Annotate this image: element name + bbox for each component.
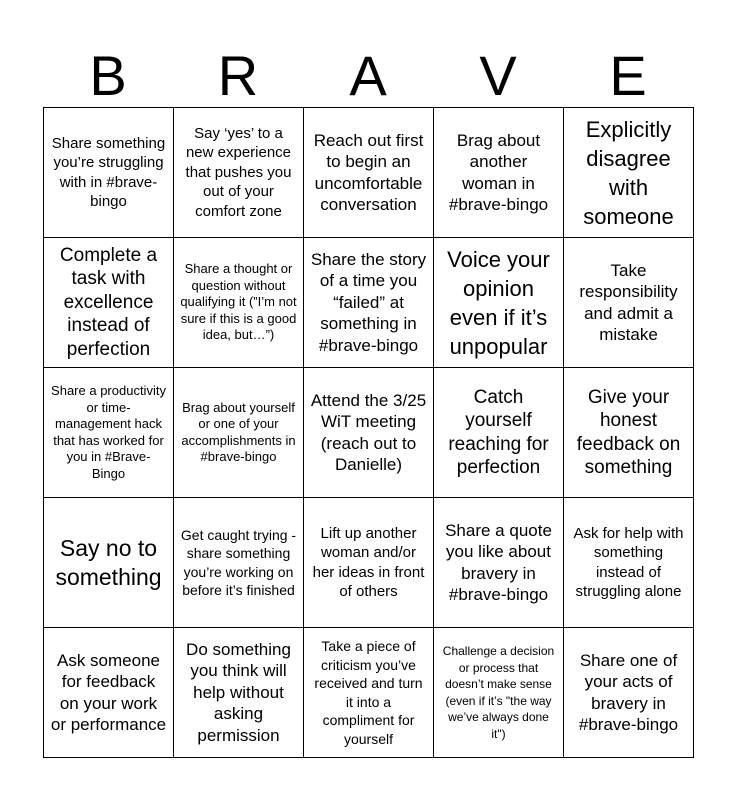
- bingo-cell[interactable]: [44, 368, 174, 498]
- bingo-cell-text: Lift up another woman and/or her ideas in front of others: [312, 524, 425, 600]
- bingo-card-grid: [43, 107, 694, 758]
- header-letter-r: R: [217, 44, 259, 107]
- bingo-cell-text: Challenge a decision or process that doesn’t make sense (even if it’s "the way we’ve always done it"): [442, 644, 555, 741]
- bingo-cell[interactable]: [564, 368, 694, 498]
- bingo-cell[interactable]: [304, 368, 434, 498]
- bingo-cell[interactable]: [434, 238, 564, 368]
- bingo-cell[interactable]: [434, 368, 564, 498]
- bingo-cell-text: Take responsibility and admit a mistake: [579, 260, 678, 344]
- bingo-cell-text: Do something you think will help without asking permission: [186, 639, 291, 745]
- bingo-cell-text: Brag about another woman in #brave-bingo: [448, 130, 549, 214]
- bingo-cell[interactable]: [174, 368, 304, 498]
- bingo-cell-text: Share a productivity or time-management hack that has worked for you in #Brave-Bingo: [51, 383, 166, 481]
- bingo-cell-text: Ask for help with something instead of struggling alone: [573, 524, 684, 600]
- bingo-cell[interactable]: [174, 238, 304, 368]
- bingo-cell[interactable]: [434, 108, 564, 238]
- bingo-cell[interactable]: [44, 108, 174, 238]
- header-letter-b: B: [89, 44, 127, 107]
- bingo-cell[interactable]: [564, 108, 694, 238]
- bingo-cell-text: Share a quote you like about bravery in #brave-bingo: [445, 520, 552, 604]
- bingo-cell-text: Reach out first to begin an uncomfortable conversation: [313, 130, 424, 214]
- bingo-cell-text: Complete a task with excellence instead of perfection: [59, 244, 158, 360]
- bingo-cell[interactable]: [564, 498, 694, 628]
- bingo-cell[interactable]: [304, 628, 434, 758]
- bingo-cell-text: Attend the 3/25 WiT meeting (reach out to Danielle): [310, 390, 427, 474]
- bingo-cell[interactable]: [174, 108, 304, 238]
- header-letter-a: A: [349, 44, 387, 107]
- bingo-cell-text: Explicitly disagree with someone: [583, 116, 674, 229]
- bingo-cell-text: Voice your opinion even if it’s unpopular: [447, 246, 550, 359]
- bingo-cell-text: Ask someone for feedback on your work or performance: [50, 650, 167, 734]
- bingo-cell[interactable]: [304, 498, 434, 628]
- bingo-cell[interactable]: [564, 628, 694, 758]
- bingo-cell[interactable]: [44, 628, 174, 758]
- bingo-cell[interactable]: [434, 628, 564, 758]
- bingo-cell[interactable]: [44, 498, 174, 628]
- bingo-cell-text: Get caught trying - share something you’re working on before it’s finished: [180, 526, 297, 598]
- bingo-cell-text: Brag about yourself or one of your accomplishments in #brave-bingo: [181, 399, 296, 464]
- bingo-cell[interactable]: [564, 238, 694, 368]
- header-letter-e: E: [609, 44, 647, 107]
- bingo-cell[interactable]: [174, 628, 304, 758]
- bingo-cell[interactable]: [304, 238, 434, 368]
- bingo-cell[interactable]: [304, 108, 434, 238]
- bingo-cell-text: Catch yourself reaching for perfection: [448, 386, 549, 478]
- bingo-cell-text: Share one of your acts of bravery in #brave-bingo: [578, 650, 679, 734]
- bingo-cell[interactable]: [434, 498, 564, 628]
- bingo-cell-text: Take a piece of criticism you’ve received and turn it into a compliment for yourself: [314, 638, 423, 747]
- bingo-cell-text: Share the story of a time you “failed” at something in #brave-bingo: [310, 249, 427, 355]
- bingo-cell-text: Give your honest feedback on something: [576, 386, 681, 478]
- bingo-cell[interactable]: [44, 238, 174, 368]
- bingo-cell-text: Say ‘yes’ to a new experience that pushes you out of your comfort zone: [185, 124, 292, 220]
- header-letter-v: V: [479, 44, 517, 107]
- bingo-cell[interactable]: [174, 498, 304, 628]
- bingo-cell-text: Share a thought or question without qualifying it (”I’m not sure if this is a good idea, but…”): [180, 261, 297, 343]
- bingo-cell-text: Say no to something: [55, 534, 162, 590]
- bingo-cell-text: Share something you’re struggling with in #brave-bingo: [51, 134, 166, 210]
- bingo-header: [43, 44, 693, 108]
